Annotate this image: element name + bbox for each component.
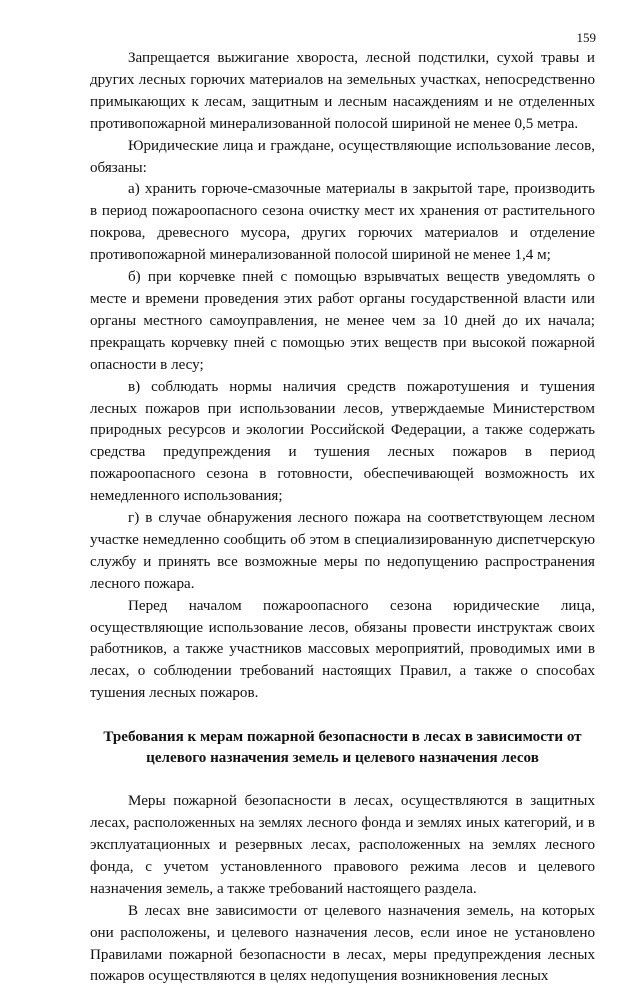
paragraph-item-g: г) в случае обнаружения лесного пожара на соответствующем лесном участке немедленно сообщить об этом в специализированную диспетчерскую службу и принять все возможные меры по недопущению распространения лесного пожара. xyxy=(90,510,595,592)
document-body xyxy=(90,48,595,988)
paragraph-obligations-intro: Юридические лица и граждане, осуществляющие использование лесов, обязаны: xyxy=(90,137,595,176)
paragraph-instruction: Перед началом пожароопасного сезона юридические лица, осуществляющие использование лесов, обязаны провести инструктаж своих работников, а также участников массовых мероприятий, проводимых ими в лесах, о соблюдении требований настоящих Правил, а также о способах тушения лесных пожаров. xyxy=(90,597,595,702)
paragraph-item-a: а) хранить горюче-смазочные материалы в закрытой таре, производить в период пожароопасного сезона очистку мест их хранения от растительного покрова, древесного мусора, других горючих материалов и отделение противопожарной минерализованной полосой шириной не менее 1,4 м; xyxy=(90,181,595,264)
paragraph-item-b: б) при корчевке пней с помощью взрывчатых веществ уведомлять о месте и времени проведения этих работ органы государственной власти или органы местного самоуправления, не менее чем за 10 дней до их начала; прекращать корчевку пней с помощью этих веществ при высокой пожарной опасности в лесу; xyxy=(90,269,595,373)
paragraph-item-v: в) соблюдать нормы наличия средств пожаротушения и тушения лесных пожаров при использовании лесов, утверждаемые Министерством природных ресурсов и экологии Российской Федерации, а также содержать средства предупреждения и тушения лесных пожаров в период пожароопасного сезона в готовности, обеспечивающей возможность их немедленного использования; xyxy=(90,378,595,505)
paragraph-measures-scope: Меры пожарной безопасности в лесах, осуществляются в защитных лесах, расположенных на землях лесного фонда и землях иных категорий, и в эксплуатационных и резервных лесах, расположенных на землях лесного фонда, с учетом установленного правового режима лесов и целевого назначения земель, а также требований настоящего раздела. xyxy=(90,793,595,897)
paragraph-burning-prohibition: Запрещается выжигание хвороста, лесной подстилки, сухой травы и других лесных горючих материалов на земельных участках, непосредственно примыкающих к лесам, защитным и лесным насаждениям и не отделенных противопожарной минерализованной полосой шириной не менее 0,5 метра. xyxy=(90,50,595,132)
section-heading: Требования к мерам пожарной безопасности в лесах в зависимости от целевого назначения земель и целевого назначения лесов xyxy=(103,729,582,767)
paragraph-measures-purpose: В лесах вне зависимости от целевого назначения земель, на которых они расположены, и целевого назначения лесов, если иное не установлено Правилами пожарной безопасности в лесах, меры предупреждения лесных пожаров осуществляются в целях недопущения возникновения лесных xyxy=(90,902,595,985)
page-number: 159 xyxy=(576,30,596,45)
